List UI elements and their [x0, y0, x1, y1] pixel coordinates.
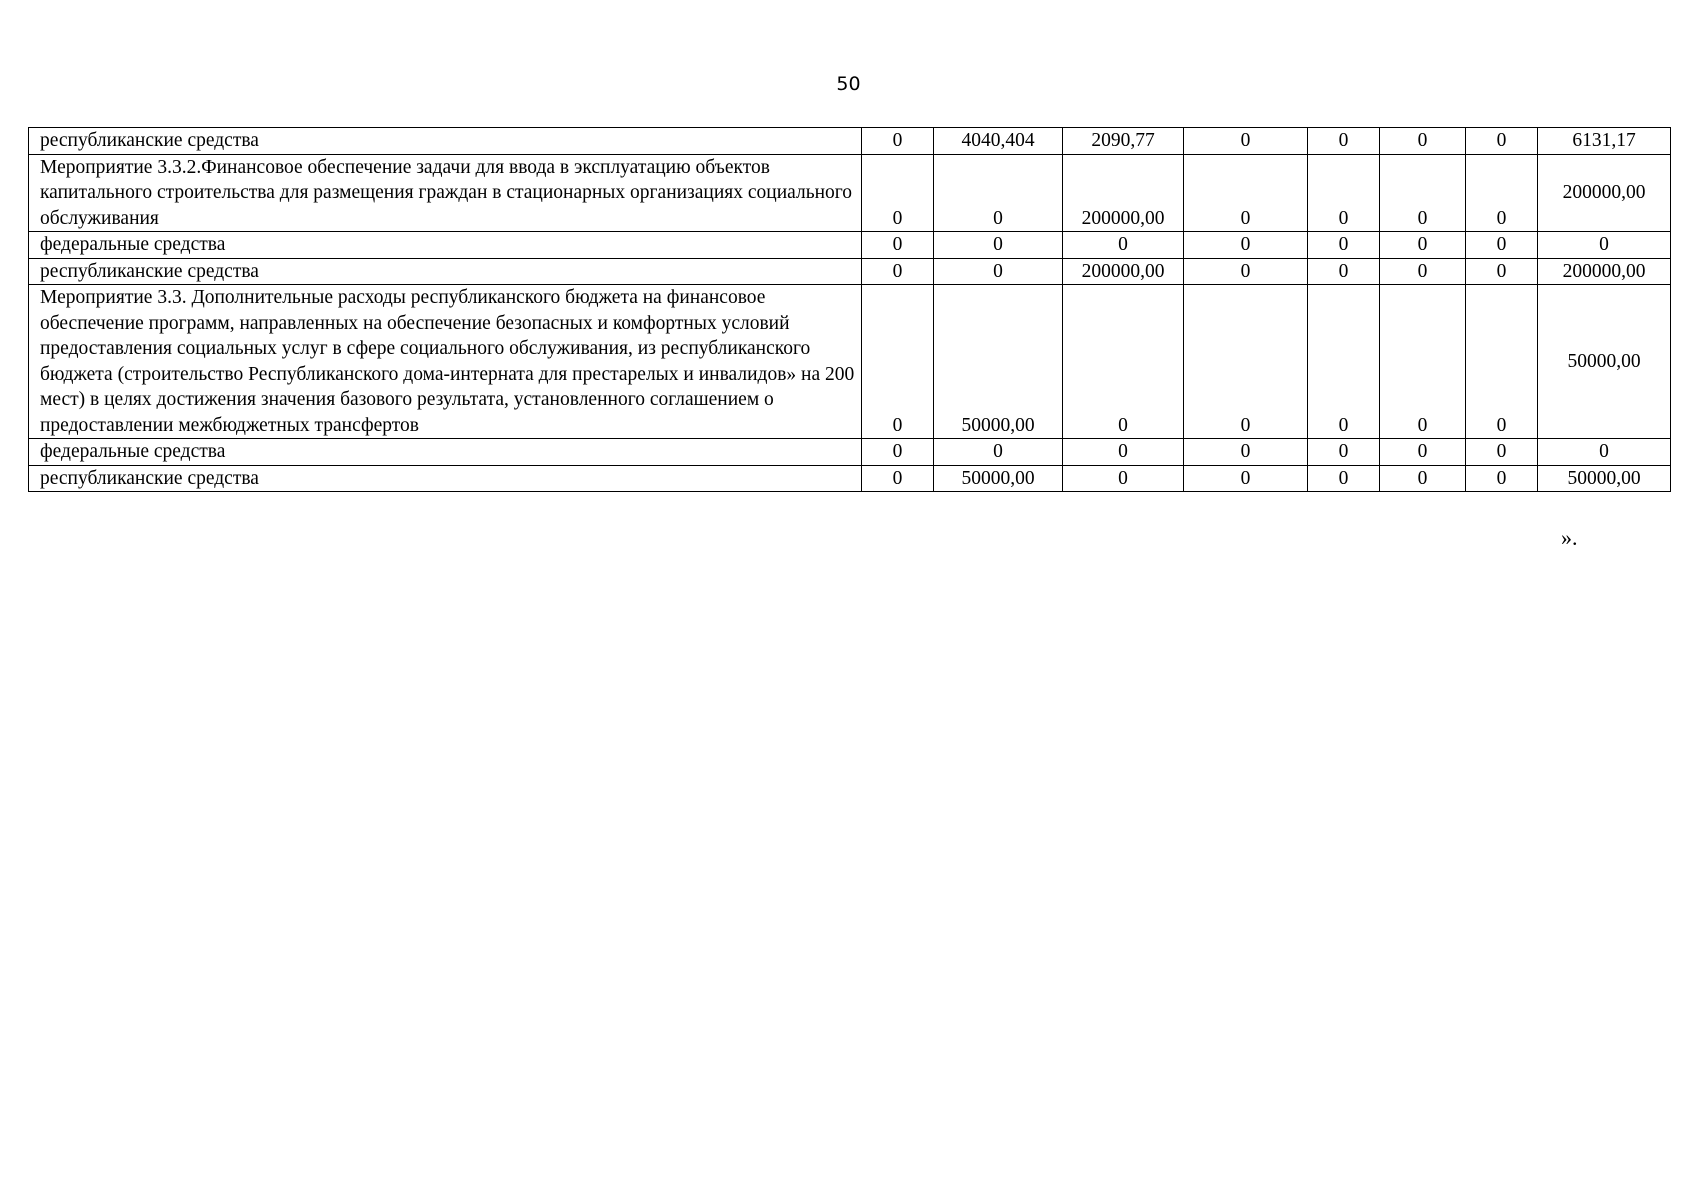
value-cell: 0 [1380, 465, 1466, 492]
value-cell: 200000,00 [1063, 258, 1184, 285]
total-cell: 6131,17 [1538, 128, 1671, 155]
value-cell: 0 [1466, 439, 1538, 466]
table-row [29, 258, 1671, 285]
row-name-cell: республиканские средства [29, 258, 862, 285]
value-cell: 0 [1063, 465, 1184, 492]
row-name-cell: республиканские средства [29, 128, 862, 155]
closing-quote-mark: ». [1561, 525, 1578, 550]
total-cell: 200000,00 [1538, 258, 1671, 285]
total-cell: 0 [1538, 439, 1671, 466]
value-cell: 0 [862, 465, 934, 492]
value-cell: 0 [1466, 154, 1538, 232]
total-cell: 50000,00 [1538, 285, 1671, 439]
page-number: 50 [836, 73, 861, 95]
value-cell: 0 [1184, 285, 1308, 439]
value-cell: 0 [1308, 128, 1380, 155]
value-cell: 0 [1184, 128, 1308, 155]
row-name-cell: республиканские средства [29, 465, 862, 492]
value-cell: 0 [1184, 232, 1308, 259]
value-cell: 0 [1184, 258, 1308, 285]
value-cell: 0 [1466, 285, 1538, 439]
budget-table-body [29, 128, 1671, 492]
value-cell: 0 [1380, 232, 1466, 259]
value-cell: 0 [1308, 285, 1380, 439]
value-cell: 0 [1063, 232, 1184, 259]
value-cell: 0 [862, 285, 934, 439]
budget-table [28, 127, 1671, 492]
value-cell: 0 [862, 154, 934, 232]
value-cell: 0 [1308, 154, 1380, 232]
value-cell: 0 [1380, 154, 1466, 232]
value-cell: 0 [1380, 128, 1466, 155]
value-cell: 50000,00 [934, 285, 1063, 439]
value-cell: 2090,77 [1063, 128, 1184, 155]
value-cell: 0 [1466, 258, 1538, 285]
value-cell: 0 [1466, 232, 1538, 259]
value-cell: 0 [934, 232, 1063, 259]
total-cell: 0 [1538, 232, 1671, 259]
value-cell: 50000,00 [934, 465, 1063, 492]
value-cell: 0 [1308, 258, 1380, 285]
value-cell: 0 [1380, 285, 1466, 439]
value-cell: 0 [934, 258, 1063, 285]
value-cell: 0 [862, 128, 934, 155]
value-cell: 0 [1466, 465, 1538, 492]
table-row [29, 128, 1671, 155]
value-cell: 0 [1184, 439, 1308, 466]
value-cell: 0 [1063, 285, 1184, 439]
value-cell: 0 [1184, 465, 1308, 492]
table-row [29, 232, 1671, 259]
value-cell: 0 [1466, 128, 1538, 155]
row-name-cell: Мероприятие 3.3.2.Финансовое обеспечение задачи для ввода в эксплуатацию объектов капитального строительства для размещения граждан в стационарных организациях социального обслуживания [29, 154, 862, 232]
table-row [29, 285, 1671, 439]
row-name-cell: Мероприятие 3.3. Дополнительные расходы республиканского бюджета на финансовое обеспечение программ, направленных на обеспечение безопасных и комфортных условий предоставления социальных услуг в сфере социального обслуживания, из республиканского бюджета (строительство Республиканского дома-интерната для престарелых и инвалидов» на 200 мест) в целях достижения значения базового результата, установленного соглашением о предоставлении межбюджетных трансфертов [29, 285, 862, 439]
value-cell: 0 [1308, 465, 1380, 492]
row-name-cell: федеральные средства [29, 232, 862, 259]
value-cell: 0 [934, 154, 1063, 232]
total-cell: 200000,00 [1538, 154, 1671, 232]
value-cell: 0 [1063, 439, 1184, 466]
value-cell: 0 [934, 439, 1063, 466]
value-cell: 0 [1184, 154, 1308, 232]
value-cell: 0 [862, 232, 934, 259]
table-row [29, 439, 1671, 466]
value-cell: 0 [1308, 232, 1380, 259]
total-cell: 50000,00 [1538, 465, 1671, 492]
value-cell: 0 [862, 439, 934, 466]
value-cell: 4040,404 [934, 128, 1063, 155]
table-row [29, 465, 1671, 492]
value-cell: 0 [1308, 439, 1380, 466]
value-cell: 200000,00 [1063, 154, 1184, 232]
value-cell: 0 [1380, 439, 1466, 466]
value-cell: 0 [862, 258, 934, 285]
table-row [29, 154, 1671, 232]
value-cell: 0 [1380, 258, 1466, 285]
row-name-cell: федеральные средства [29, 439, 862, 466]
